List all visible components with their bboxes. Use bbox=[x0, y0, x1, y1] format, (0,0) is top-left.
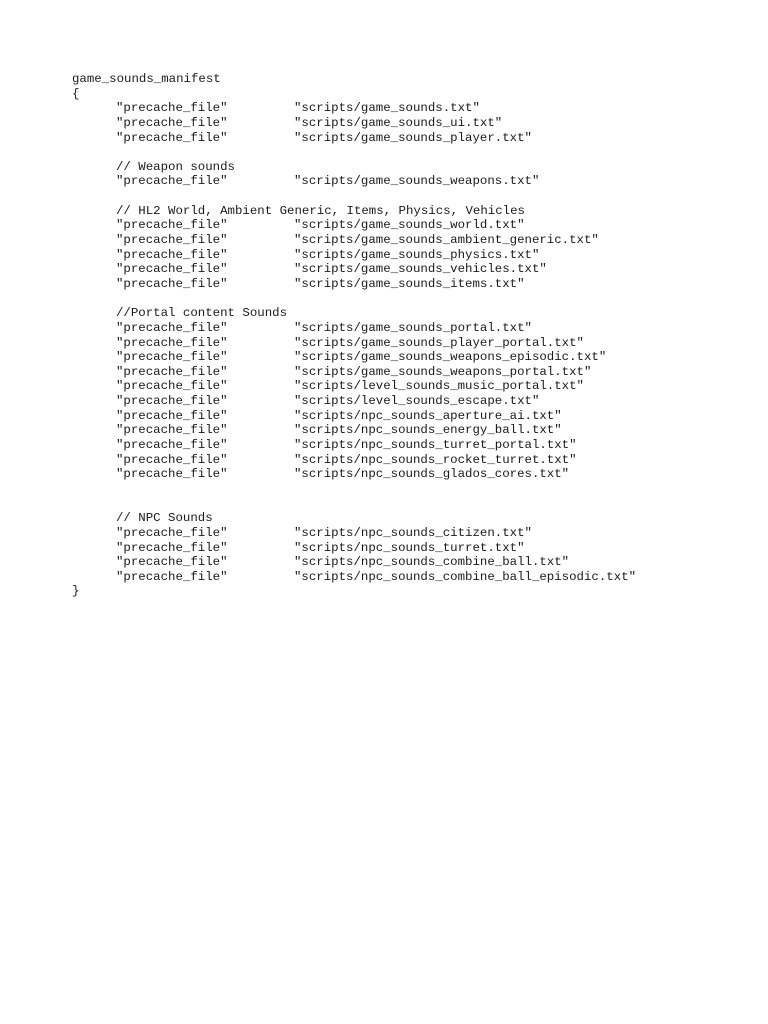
entry-key: "precache_file" bbox=[116, 540, 228, 555]
entry-key: "precache_file" bbox=[116, 394, 228, 409]
entry-value: "scripts/npc_sounds_aperture_ai.txt" bbox=[294, 408, 562, 423]
blank-line bbox=[72, 145, 636, 160]
blank-line bbox=[72, 189, 636, 204]
entry-value: "scripts/game_sounds_weapons_episodic.txt" bbox=[294, 350, 607, 365]
entry-key: "precache_file" bbox=[116, 218, 228, 233]
entry-key: "precache_file" bbox=[116, 247, 228, 262]
manifest-entry bbox=[72, 379, 636, 394]
manifest-entry bbox=[72, 555, 636, 570]
entry-key: "precache_file" bbox=[116, 276, 228, 291]
manifest-entry bbox=[72, 174, 636, 189]
entry-value: "scripts/level_sounds_music_portal.txt" bbox=[294, 379, 584, 394]
section-comment: //Portal content Sounds bbox=[116, 306, 288, 321]
entry-key: "precache_file" bbox=[116, 115, 228, 130]
blank-line bbox=[72, 497, 636, 512]
entry-value: "scripts/game_sounds_items.txt" bbox=[294, 276, 525, 291]
entry-value: "scripts/npc_sounds_turret_portal.txt" bbox=[294, 438, 577, 453]
manifest-entry bbox=[72, 438, 636, 453]
entry-key: "precache_file" bbox=[116, 438, 228, 453]
entry-key: "precache_file" bbox=[116, 233, 228, 248]
entry-key: "precache_file" bbox=[116, 262, 228, 277]
manifest-entry bbox=[72, 218, 636, 233]
manifest-entry bbox=[72, 365, 636, 380]
close-brace: } bbox=[72, 584, 80, 599]
entry-value: "scripts/game_sounds.txt" bbox=[294, 101, 480, 116]
entry-key: "precache_file" bbox=[116, 555, 228, 570]
entry-value: "scripts/game_sounds_physics.txt" bbox=[294, 247, 540, 262]
entry-value: "scripts/game_sounds_player_portal.txt" bbox=[294, 335, 584, 350]
entry-value: "scripts/npc_sounds_citizen.txt" bbox=[294, 525, 532, 540]
entry-key: "precache_file" bbox=[116, 101, 228, 116]
entry-key: "precache_file" bbox=[116, 408, 228, 423]
entry-value: "scripts/game_sounds_vehicles.txt" bbox=[294, 262, 547, 277]
manifest-entry bbox=[72, 423, 636, 438]
entry-value: "scripts/game_sounds_weapons_portal.txt" bbox=[294, 364, 592, 379]
entry-key: "precache_file" bbox=[116, 525, 228, 540]
entry-key: "precache_file" bbox=[116, 335, 228, 350]
entry-key: "precache_file" bbox=[116, 452, 228, 467]
entry-value: "scripts/game_sounds_weapons.txt" bbox=[294, 174, 540, 189]
entry-value: "scripts/npc_sounds_energy_ball.txt" bbox=[294, 423, 562, 438]
manifest-entry bbox=[72, 321, 636, 336]
manifest-entry bbox=[72, 409, 636, 424]
entry-key: "precache_file" bbox=[116, 130, 228, 145]
entry-value: "scripts/npc_sounds_turret.txt" bbox=[294, 540, 525, 555]
blank-line bbox=[72, 292, 636, 307]
manifest-entry bbox=[72, 116, 636, 131]
open-brace: { bbox=[72, 86, 80, 101]
section-comment: // HL2 World, Ambient Generic, Items, Physics, Vehicles bbox=[116, 203, 525, 218]
manifest-entry bbox=[72, 262, 636, 277]
entry-key: "precache_file" bbox=[116, 350, 228, 365]
manifest-entry bbox=[72, 131, 636, 146]
manifest-document bbox=[72, 72, 636, 599]
entry-key: "precache_file" bbox=[116, 569, 228, 584]
entry-value: "scripts/npc_sounds_glados_cores.txt" bbox=[294, 467, 570, 482]
entry-value: "scripts/game_sounds_ui.txt" bbox=[294, 115, 503, 130]
manifest-entry bbox=[72, 101, 636, 116]
manifest-body bbox=[72, 101, 636, 584]
entry-key: "precache_file" bbox=[116, 379, 228, 394]
entry-key: "precache_file" bbox=[116, 320, 228, 335]
manifest-entry bbox=[72, 336, 636, 351]
entry-key: "precache_file" bbox=[116, 467, 228, 482]
entry-value: "scripts/npc_sounds_combine_ball_episodic.txt" bbox=[294, 569, 637, 584]
entry-value: "scripts/game_sounds_player.txt" bbox=[294, 130, 532, 145]
entry-key: "precache_file" bbox=[116, 174, 228, 189]
entry-value: "scripts/level_sounds_escape.txt" bbox=[294, 394, 540, 409]
manifest-entry bbox=[72, 526, 636, 541]
entry-key: "precache_file" bbox=[116, 423, 228, 438]
manifest-entry bbox=[72, 233, 636, 248]
manifest-title: game_sounds_manifest bbox=[72, 72, 221, 86]
manifest-entry bbox=[72, 570, 636, 585]
section-comment: // Weapon sounds bbox=[116, 159, 235, 174]
entry-key: "precache_file" bbox=[116, 364, 228, 379]
manifest-entry bbox=[72, 467, 636, 482]
entry-value: "scripts/game_sounds_world.txt" bbox=[294, 218, 525, 233]
blank-line bbox=[72, 482, 636, 497]
manifest-entry bbox=[72, 394, 636, 409]
manifest-entry bbox=[72, 248, 636, 263]
manifest-entry bbox=[72, 541, 636, 556]
section-comment: // NPC Sounds bbox=[116, 511, 213, 526]
entry-value: "scripts/npc_sounds_rocket_turret.txt" bbox=[294, 452, 577, 467]
manifest-entry bbox=[72, 350, 636, 365]
entry-value: "scripts/game_sounds_portal.txt" bbox=[294, 320, 532, 335]
entry-value: "scripts/game_sounds_ambient_generic.txt" bbox=[294, 233, 599, 248]
manifest-entry bbox=[72, 277, 636, 292]
manifest-entry bbox=[72, 453, 636, 468]
entry-value: "scripts/npc_sounds_combine_ball.txt" bbox=[294, 555, 570, 570]
